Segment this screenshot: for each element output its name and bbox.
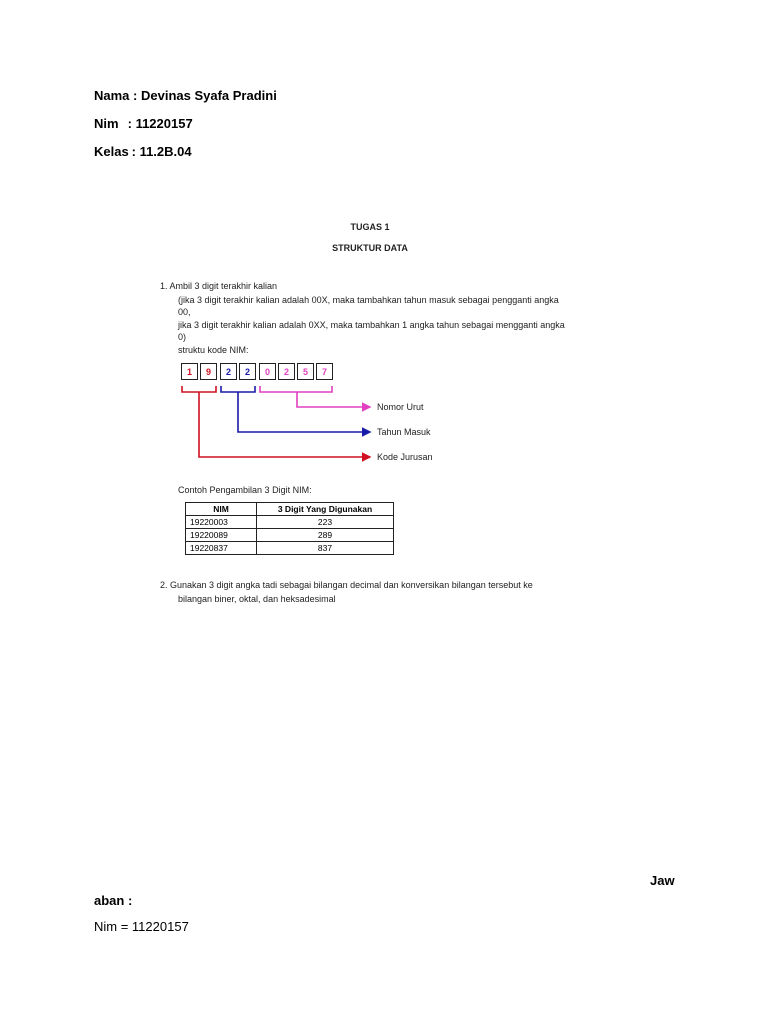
item1-line: jika 3 digit terakhir kalian adalah 0XX, maka tambahkan 1 angka tahun sebagai mengganti angka [178, 320, 565, 330]
tahun-masuk-arrow [238, 392, 370, 432]
nim-digit-box: 5 [297, 363, 314, 380]
table-cell: 19220003 [186, 516, 257, 529]
table-cell: 19220837 [186, 542, 257, 555]
kode-jurusan-bracket [182, 386, 216, 392]
nama-label: Nama [94, 88, 130, 103]
assignment-title-2: STRUKTUR DATA [332, 243, 408, 253]
kode-jurusan-label: Kode Jurusan [377, 452, 433, 462]
tahun-masuk-label: Tahun Masuk [377, 427, 431, 437]
answer-nim-line: Nim = 11220157 [94, 919, 189, 934]
nim-digit-box: 2 [239, 363, 256, 380]
nim-line [94, 116, 193, 131]
kelas-value: : 11.2B.04 [131, 144, 192, 159]
table-cell: 19220089 [186, 529, 257, 542]
table-header-row [186, 503, 394, 516]
table-header-cell: 3 Digit Yang Digunakan [257, 503, 394, 516]
example-table [185, 502, 394, 555]
nim-structure-arrows [140, 210, 600, 620]
kelas-line [94, 144, 192, 159]
table-row [186, 516, 394, 529]
nim-value: : 11220157 [127, 116, 193, 131]
nomor-urut-arrow [297, 392, 370, 407]
nim-digit-box: 1 [181, 363, 198, 380]
nim-digit-box: 9 [200, 363, 217, 380]
table-header-cell: NIM [186, 503, 257, 516]
tahun-masuk-bracket [221, 386, 255, 392]
contoh-label: Contoh Pengambilan 3 Digit NIM: [178, 485, 312, 495]
nomor-urut-label: Nomor Urut [377, 402, 424, 412]
nim-digit-box: 7 [316, 363, 333, 380]
item1-line: 00, [178, 307, 191, 317]
nim-label: Nim [94, 116, 119, 131]
nama-line [94, 88, 277, 103]
table-row [186, 529, 394, 542]
item1-line: struktu kode NIM: [178, 345, 249, 355]
kode-jurusan-arrow [199, 392, 370, 457]
table-row [186, 542, 394, 555]
item1-line: 0) [178, 332, 187, 342]
kelas-label: Kelas [94, 144, 129, 159]
nim-digit-box: 2 [220, 363, 237, 380]
nim-digit-box: 0 [259, 363, 276, 380]
item2-line: 2. Gunakan 3 digit angka tadi sebagai bilangan decimal dan konversikan bilangan tersebut ke [160, 580, 533, 590]
answer-heading-part2: aban : [94, 893, 133, 908]
table-cell: 289 [257, 529, 394, 542]
item1-line: (jika 3 digit terakhir kalian adalah 00X, maka tambahkan tahun masuk sebagai pengganti angka [178, 295, 559, 305]
nim-digit-box: 2 [278, 363, 295, 380]
item2-line: bilangan biner, oktal, dan heksadesimal [178, 594, 336, 604]
answer-heading-part1: Jaw [650, 873, 675, 888]
assignment-title-1: TUGAS 1 [350, 222, 390, 232]
nomor-urut-bracket [260, 386, 332, 392]
assignment-image [140, 210, 600, 620]
nama-value: : Devinas Syafa Pradini [133, 88, 277, 103]
table-cell: 223 [257, 516, 394, 529]
item1-line: 1. Ambil 3 digit terakhir kalian [160, 281, 278, 291]
table-cell: 837 [257, 542, 394, 555]
